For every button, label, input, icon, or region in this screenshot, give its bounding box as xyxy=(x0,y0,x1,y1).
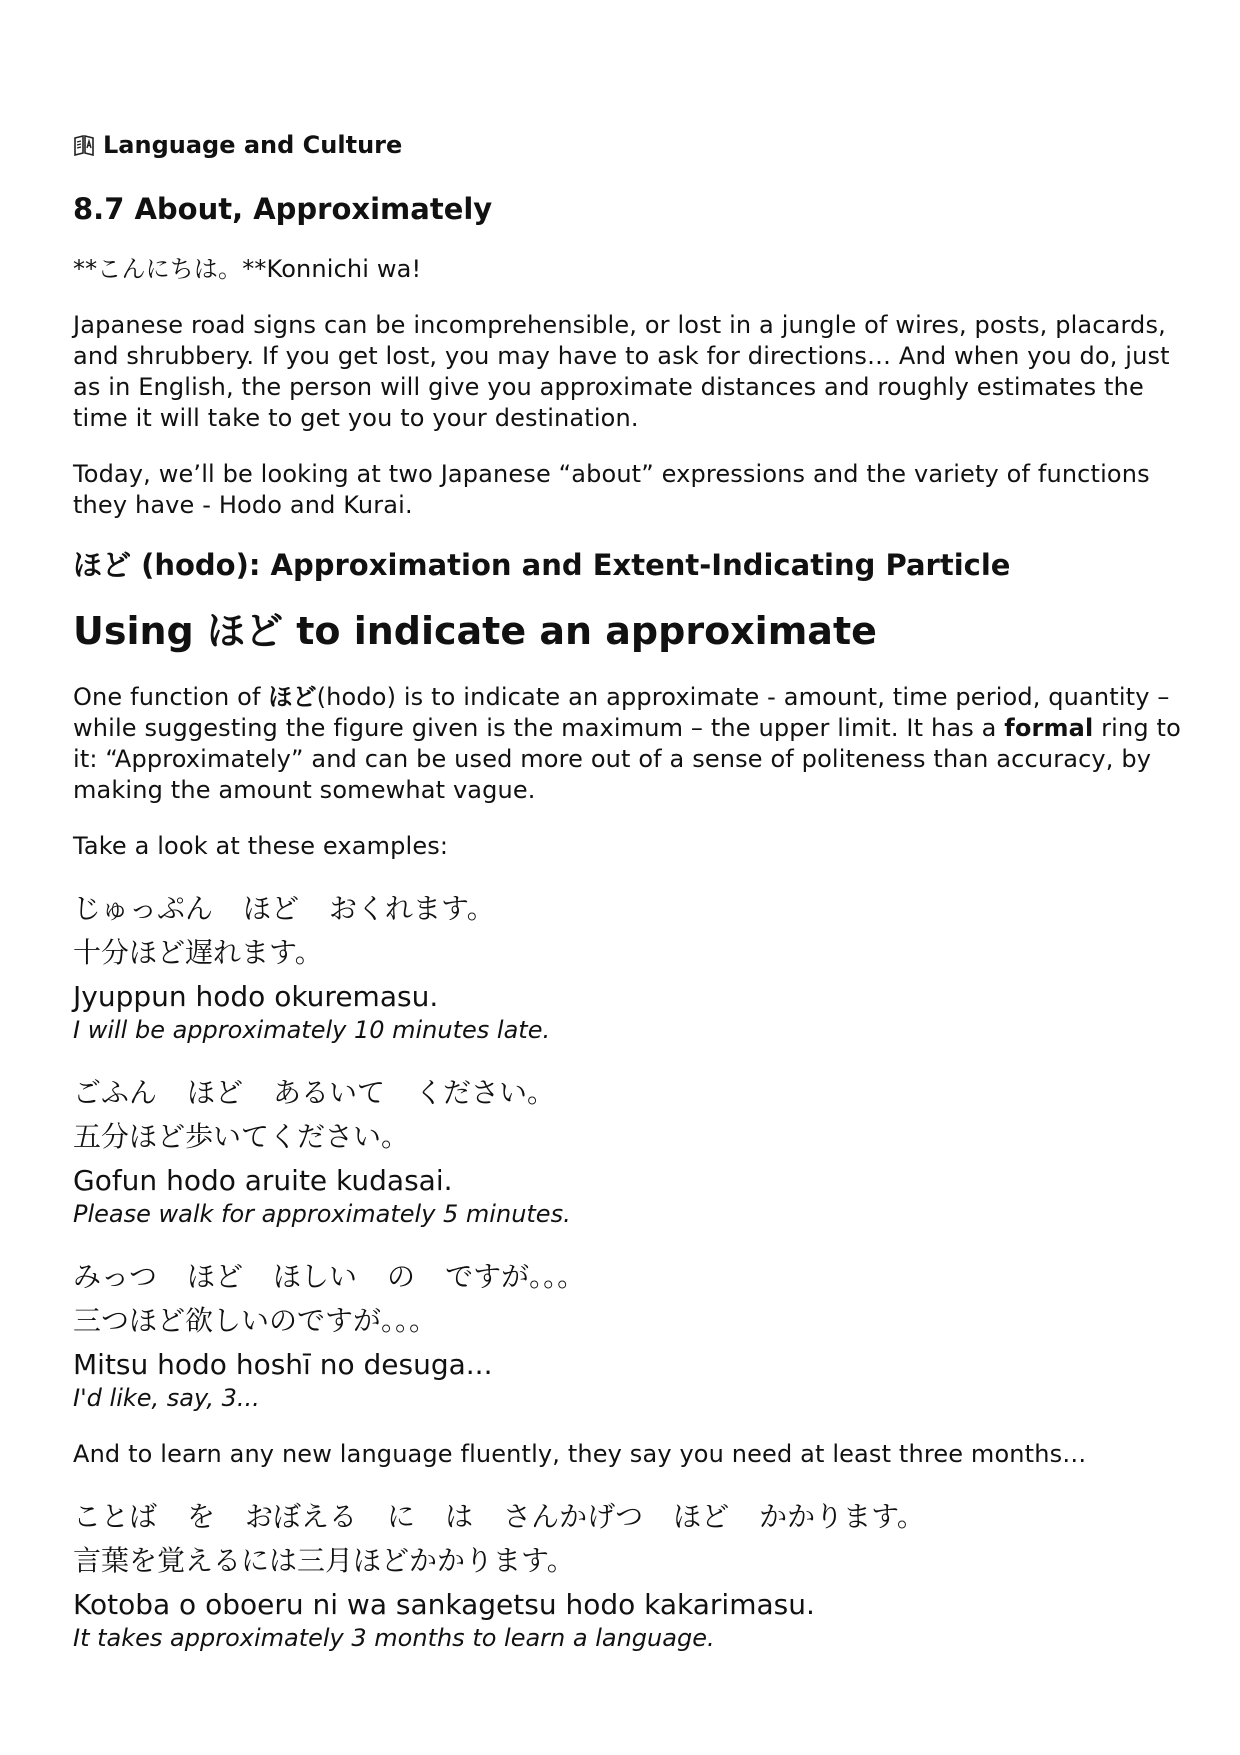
example-kana xyxy=(73,887,1183,931)
example-kanji: 三つほど欲しいのですが。。。 xyxy=(73,1304,438,1337)
kana-word: ことば xyxy=(73,1500,158,1533)
kana-word: ほしい xyxy=(273,1260,358,1293)
kana-word: さんかげつ xyxy=(503,1500,644,1533)
kana-word: ください。 xyxy=(415,1076,556,1109)
example-kana xyxy=(73,1255,1183,1299)
example-kana xyxy=(73,1495,1183,1539)
kana-word: の xyxy=(387,1260,416,1293)
example-kanji: 五分ほど歩いてください。 xyxy=(73,1120,410,1153)
example-kana xyxy=(73,1071,1183,1115)
hodo-explanation xyxy=(73,682,1183,806)
book-icon xyxy=(73,134,95,156)
kana-word: あるいて xyxy=(273,1076,386,1109)
kana-word: みっつ xyxy=(73,1260,158,1293)
example-3 xyxy=(73,1255,1183,1411)
kana-word: は xyxy=(445,1500,474,1533)
kana-word: ほど xyxy=(673,1500,730,1533)
example-english: I'd like, say, 3... xyxy=(73,1384,260,1412)
kana-word: を xyxy=(187,1500,216,1533)
section-title: 8.7 About, Approximately xyxy=(73,192,493,226)
section-tag-label: Language and Culture xyxy=(103,131,403,159)
example-english: Please walk for approximately 5 minutes. xyxy=(73,1200,571,1228)
greeting: **こんにちは。**Konnichi wa! xyxy=(73,255,422,283)
example-2 xyxy=(73,1071,1183,1227)
explanation-part-2: (hodo) is to indicate an approximate - amount, time period, quantity – while suggesting the figure given is the maximum – the upper limit. It has a xyxy=(73,683,1170,742)
subheading-hodo: ほど (hodo): Approximation and Extent-Indicating Particle xyxy=(73,548,1011,582)
kana-word: ですが。。。 xyxy=(445,1260,586,1293)
kana-word: に xyxy=(387,1500,416,1533)
example-kanji: 言葉を覚えるには三月ほどかかります。 xyxy=(73,1544,575,1577)
example-romaji: Kotoba o oboeru ni wa sankagetsu hodo kakarimasu. xyxy=(73,1588,815,1621)
kana-word: おぼえる xyxy=(245,1500,358,1533)
kana-word: じゅっぷん xyxy=(73,892,214,925)
kana-word: かかります。 xyxy=(759,1500,925,1533)
example-romaji: Jyuppun hodo okuremasu. xyxy=(73,980,439,1013)
kana-word: ほど xyxy=(187,1260,244,1293)
transition-text: And to learn any new language fluently, they say you need at least three months… xyxy=(73,1440,1087,1468)
explanation-part-1: One function of xyxy=(73,683,269,711)
kana-word: ごふん xyxy=(73,1076,158,1109)
formal-term: formal xyxy=(1004,714,1094,742)
heading-approximate: Using ほど to indicate an approximate xyxy=(73,609,877,653)
example-1 xyxy=(73,887,1183,1043)
kana-word: おくれます。 xyxy=(329,892,495,925)
document-page xyxy=(73,128,1183,1679)
example-4 xyxy=(73,1495,1183,1651)
kana-word: ほど xyxy=(187,1076,244,1109)
hodo-term: ほど xyxy=(268,683,317,711)
example-english: I will be approximately 10 minutes late. xyxy=(73,1016,551,1044)
explanation-part-3: ring to it: “Approximately” and can be used more out of a sense of politeness than accuracy, by making the amount somewhat vague. xyxy=(73,714,1181,804)
intro-paragraph-1: Japanese road signs can be incomprehensible, or lost in a jungle of wires, posts, placards, and shrubbery. If you get lost, you may have to ask for directions… And when you do, just as in English, the person will give you approximate distances and roughly estimates the time it will take to get you to your destination. xyxy=(73,311,1170,432)
example-romaji: Gofun hodo aruite kudasai. xyxy=(73,1164,453,1197)
kana-word: ほど xyxy=(243,892,300,925)
example-english: It takes approximately 3 months to learn a language. xyxy=(73,1624,715,1652)
example-romaji: Mitsu hodo hoshī no desuga... xyxy=(73,1348,493,1381)
intro-paragraph-2: Today, we’ll be looking at two Japanese “about” expressions and the variety of functions they have - Hodo and Kurai. xyxy=(73,460,1150,519)
example-kanji: 十分ほど遅れます。 xyxy=(73,936,323,969)
examples-intro: Take a look at these examples: xyxy=(73,832,449,860)
section-tag xyxy=(73,128,1183,162)
